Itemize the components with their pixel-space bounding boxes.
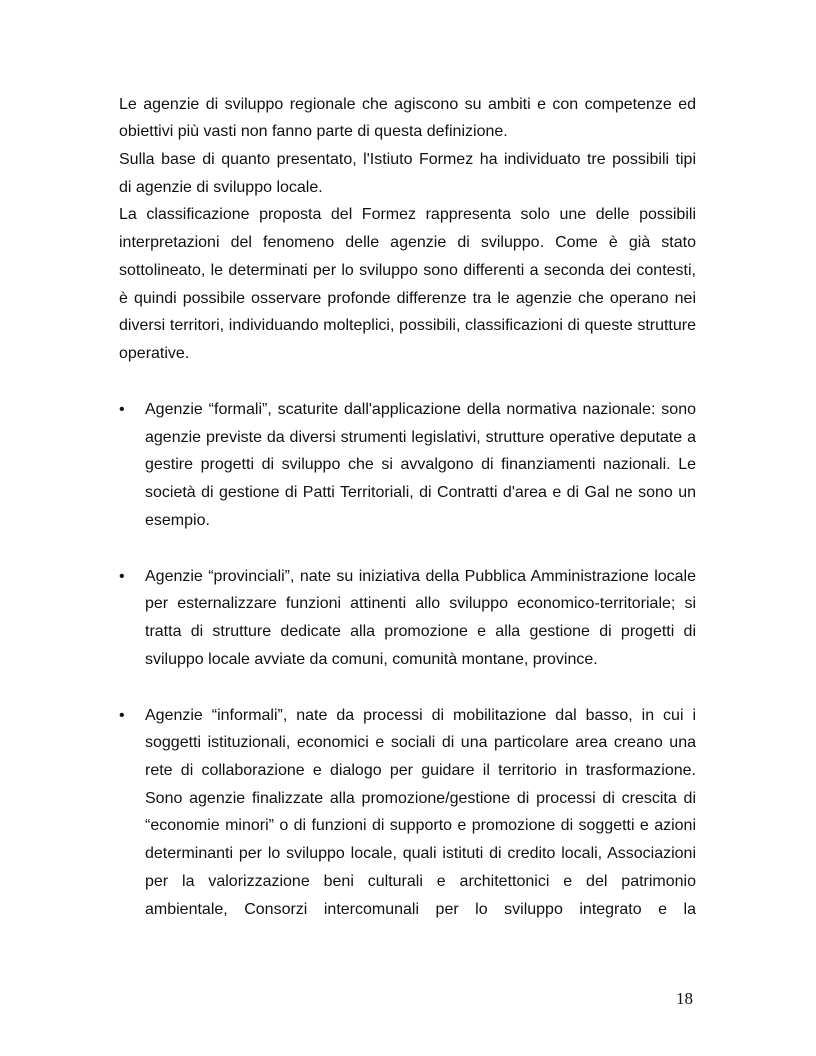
bullet-marker: •: [119, 401, 125, 418]
bullet-1-line: esempio.: [145, 512, 210, 529]
intro-line: Sulla base di quanto presentato, l'Istiuto Formez ha individuato tre possibili tipi: [119, 151, 696, 168]
intro-line: interpretazioni del fenomeno delle agenzie di sviluppo. Come è già stato: [119, 234, 696, 251]
intro-line: operative.: [119, 345, 190, 362]
intro-line: di agenzie di sviluppo locale.: [119, 179, 323, 196]
intro-line: è quindi possibile osservare profonde differenze tra le agenzie che operano nei: [119, 290, 696, 307]
intro-line: Le agenzie di sviluppo regionale che agiscono su ambiti e con competenze ed: [119, 96, 696, 113]
bullet-3-line: Agenzie “informali”, nate da processi di mobilitazione dal basso, in cui i: [145, 707, 696, 724]
bullet-2-line: Agenzie “provinciali”, nate su iniziativa della Pubblica Amministrazione locale: [145, 568, 696, 585]
bullet-3-line: ambientale, Consorzi intercomunali per lo sviluppo integrato e la: [145, 901, 696, 918]
bullet-3-line: soggetti istituzionali, economici e sociali di una particolare area creano una: [145, 734, 696, 751]
bullet-3-line: Sono agenzie finalizzate alla promozione/gestione di processi di crescita di: [145, 790, 696, 807]
intro-line: sottolineato, le determinati per lo sviluppo sono differenti a seconda dei contesti,: [119, 262, 696, 279]
intro-line: diversi territori, individuando molteplici, possibili, classificazioni di queste strutture: [119, 317, 696, 334]
bullet-1-line: società di gestione di Patti Territoriali, di Contratti d'area e di Gal ne sono un: [145, 484, 696, 501]
bullet-2-line: sviluppo locale avviate da comuni, comunità montane, province.: [145, 651, 598, 668]
bullet-marker: •: [119, 707, 125, 724]
bullet-3-line: rete di collaborazione e dialogo per guidare il territorio in trasformazione.: [145, 762, 696, 779]
intro-line: La classificazione proposta del Formez rappresenta solo une delle possibili: [119, 206, 696, 223]
bullet-1-line: gestire progetti di sviluppo che si avvalgono di finanziamenti nazionali. Le: [145, 456, 696, 473]
bullet-2-line: per esternalizzare funzioni attinenti allo sviluppo economico-territoriale; si: [145, 595, 696, 612]
bullet-3-line: per la valorizzazione beni culturali e architettonici e del patrimonio: [145, 873, 696, 890]
bullet-1-line: agenzie previste da diversi strumenti legislativi, strutture operative deputate a: [145, 429, 696, 446]
intro-line: obiettivi più vasti non fanno parte di questa definizione.: [119, 123, 508, 140]
bullet-2-line: tratta di strutture dedicate alla promozione e alla gestione di progetti di: [145, 623, 696, 640]
bullet-3-line: “economie minori” o di funzioni di supporto e promozione di soggetti e azioni: [145, 817, 696, 834]
bullet-3-line: determinanti per lo sviluppo locale, quali istituti di credito locali, Associazioni: [145, 845, 696, 862]
page-number: 18: [676, 989, 693, 1008]
bullet-marker: •: [119, 568, 125, 585]
bullet-1-line: Agenzie “formali”, scaturite dall'applicazione della normativa nazionale: sono: [145, 401, 696, 418]
